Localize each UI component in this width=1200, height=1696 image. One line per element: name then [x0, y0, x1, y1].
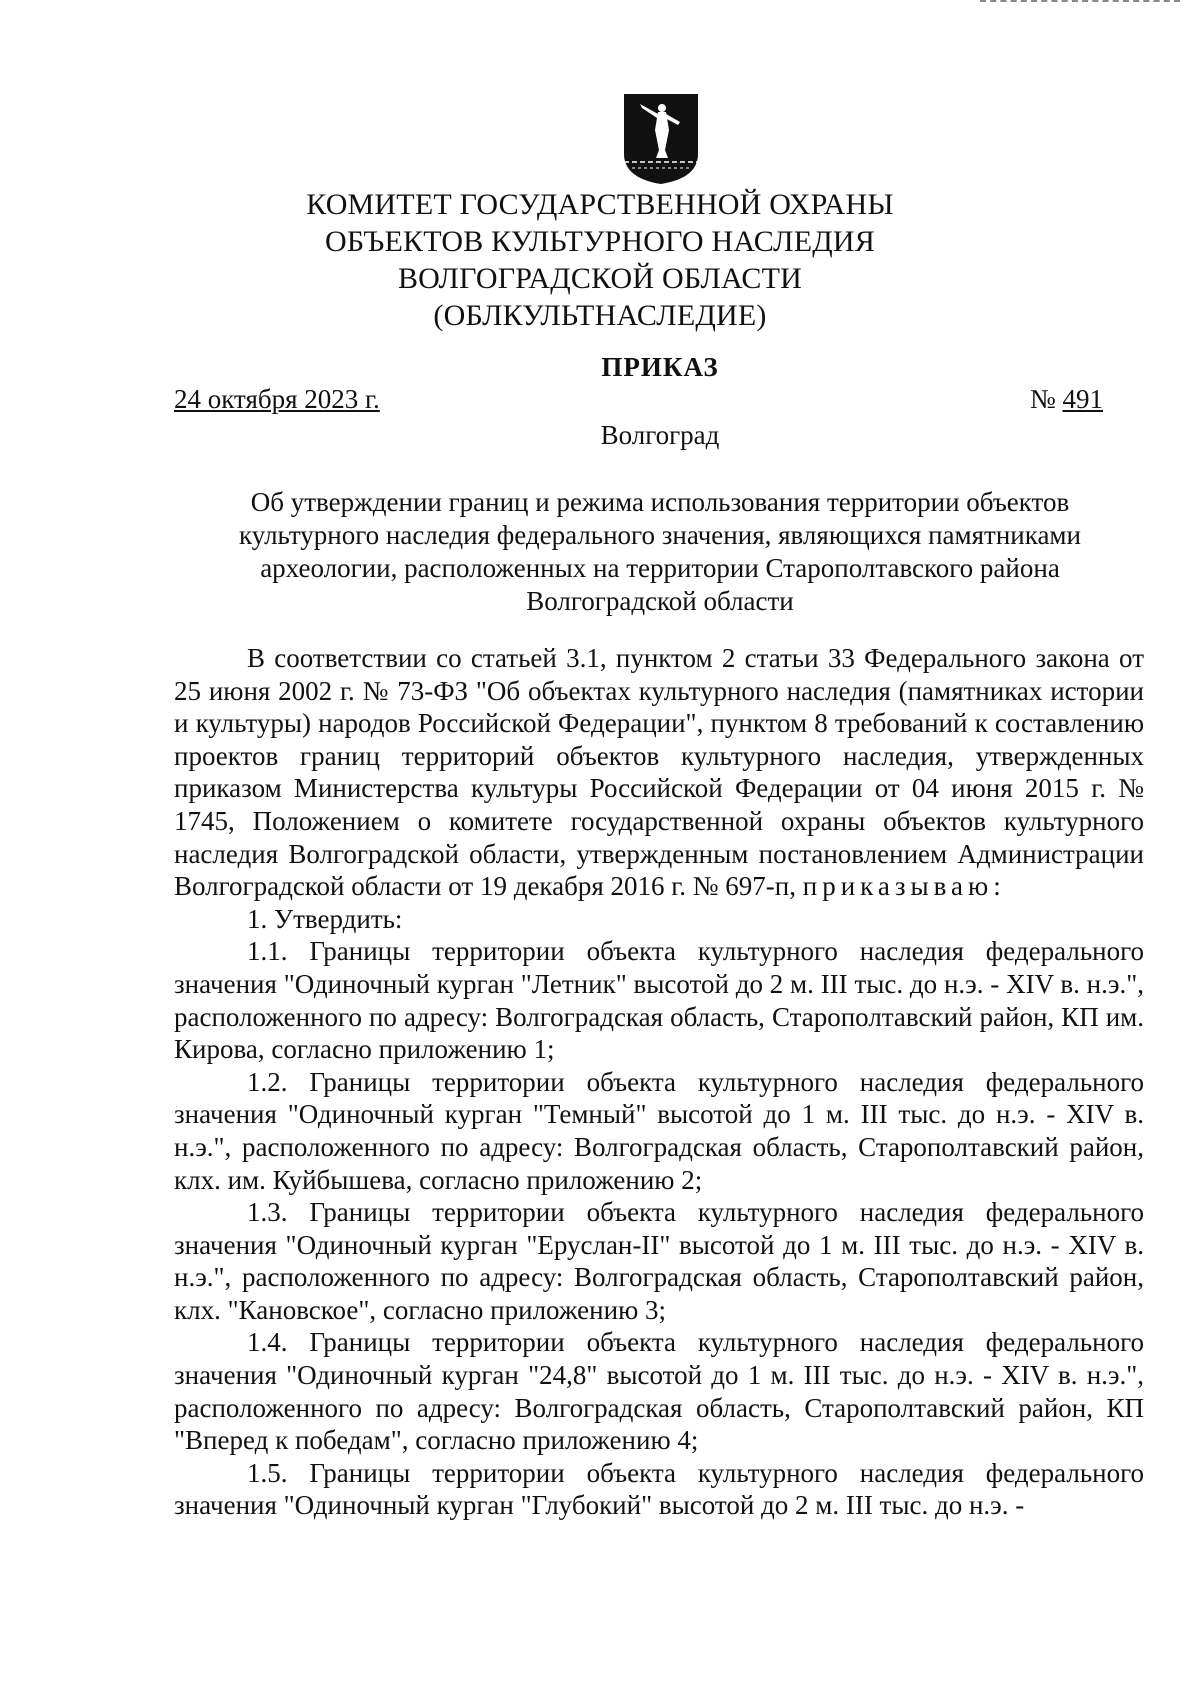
- subitem-1-5: 1.5. Границы территории объекта культурного наследия федерального значения "Одиночный курган "Глубокий" высотой до 2 м. III тыс. до н.э. -: [174, 1457, 1144, 1521]
- subitem-1-1: 1.1. Границы территории объекта культурного наследия федерального значения "Одиночный курган "Летник" высотой до 2 м. III тыс. до н.э. - XIV в. н.э.", расположенного по адресу: Волгоградская область, Старополтавский район, КП им. Кирова, согласно приложению 1;: [174, 936, 1144, 1065]
- subitem-1-3: 1.3. Границы территории объекта культурного наследия федерального значения "Одиночный курган "Еруслан-II" высотой до 1 м. III тыс. до н.э. - XIV в. н.э.", расположенного по адресу: Волгоградская область, Старополтавский район, клх. "Кановское", согласно приложению 3;: [174, 1197, 1144, 1325]
- number-value: 491: [1062, 384, 1103, 414]
- coat-of-arms-icon: [622, 92, 700, 186]
- document-number: [1030, 384, 1103, 415]
- item-1: 1. Утвердить:: [247, 903, 403, 934]
- header-line-3: ВОЛГОГРАДСКОЙ ОБЛАСТИ: [397, 262, 803, 295]
- subitem-1-4: 1.4. Границы территории объекта культурного наследия федерального значения "Одиночный курган "24,8" высотой до 1 м. III тыс. до н.э. - XIV в. н.э.", расположенного по адресу: Волгоградская область, Старополтавский район, КП "Вперед к победам", согласно приложению 4;: [174, 1327, 1144, 1456]
- document-type: ПРИКАЗ: [601, 352, 719, 382]
- header-line-2: ОБЪЕКТОВ КУЛЬТУРНОГО НАСЛЕДИЯ: [324, 225, 875, 258]
- document-body: [174, 642, 1144, 1522]
- subitem-1-2: 1.2. Границы территории объекта культурного наследия федерального значения "Одиночный курган "Темный" высотой до 1 м. III тыс. до н.э. - XIV в. н.э.", расположенного по адресу: Волгоградская область, Старополтавский район, клх. им. Куйбышева, согласно приложению 2;: [174, 1066, 1144, 1195]
- header-line-4: (ОБЛКУЛЬТНАСЛЕДИЕ): [433, 299, 767, 332]
- preamble-text: В соответствии со статьей 3.1, пунктом 2 статьи 33 Федерального закона от 25 июня 2002 г. № 73-ФЗ "Об объектах культурного наследия (памятниках истории и культуры) народов Российской Федерации", пунктом 8 требований к составлению проектов границ территорий объектов культурного наследия, утвержденных приказом Министерства культуры Российской Федерации от 04 июня 2015 г. № 1745, Положением о комитете государственной охраны объектов культурного наследия Волгоградской области, утвержденным постановлением Администрации Волгоградской области от 19 декабря 2016 г. № 697-п,: [174, 643, 1144, 902]
- number-prefix: №: [1029, 384, 1056, 414]
- scan-edge-line: [980, 0, 1180, 2]
- document-city: Волгоград: [600, 420, 720, 450]
- organization-header: [150, 186, 1050, 334]
- header-line-1: КОМИТЕТ ГОСУДАРСТВЕННОЙ ОХРАНЫ: [306, 188, 894, 221]
- document-title: Об утверждении границ и режима использования территории объектов культурного наследия федерального значения, являющихся памятниками археологии, расположенных на территории Старополтавского района Волгоградской области: [239, 487, 1081, 616]
- document-date: 24 октября 2023 г.: [174, 384, 380, 414]
- order-word: приказываю:: [802, 871, 1006, 902]
- preamble-paragraph: [174, 642, 1144, 903]
